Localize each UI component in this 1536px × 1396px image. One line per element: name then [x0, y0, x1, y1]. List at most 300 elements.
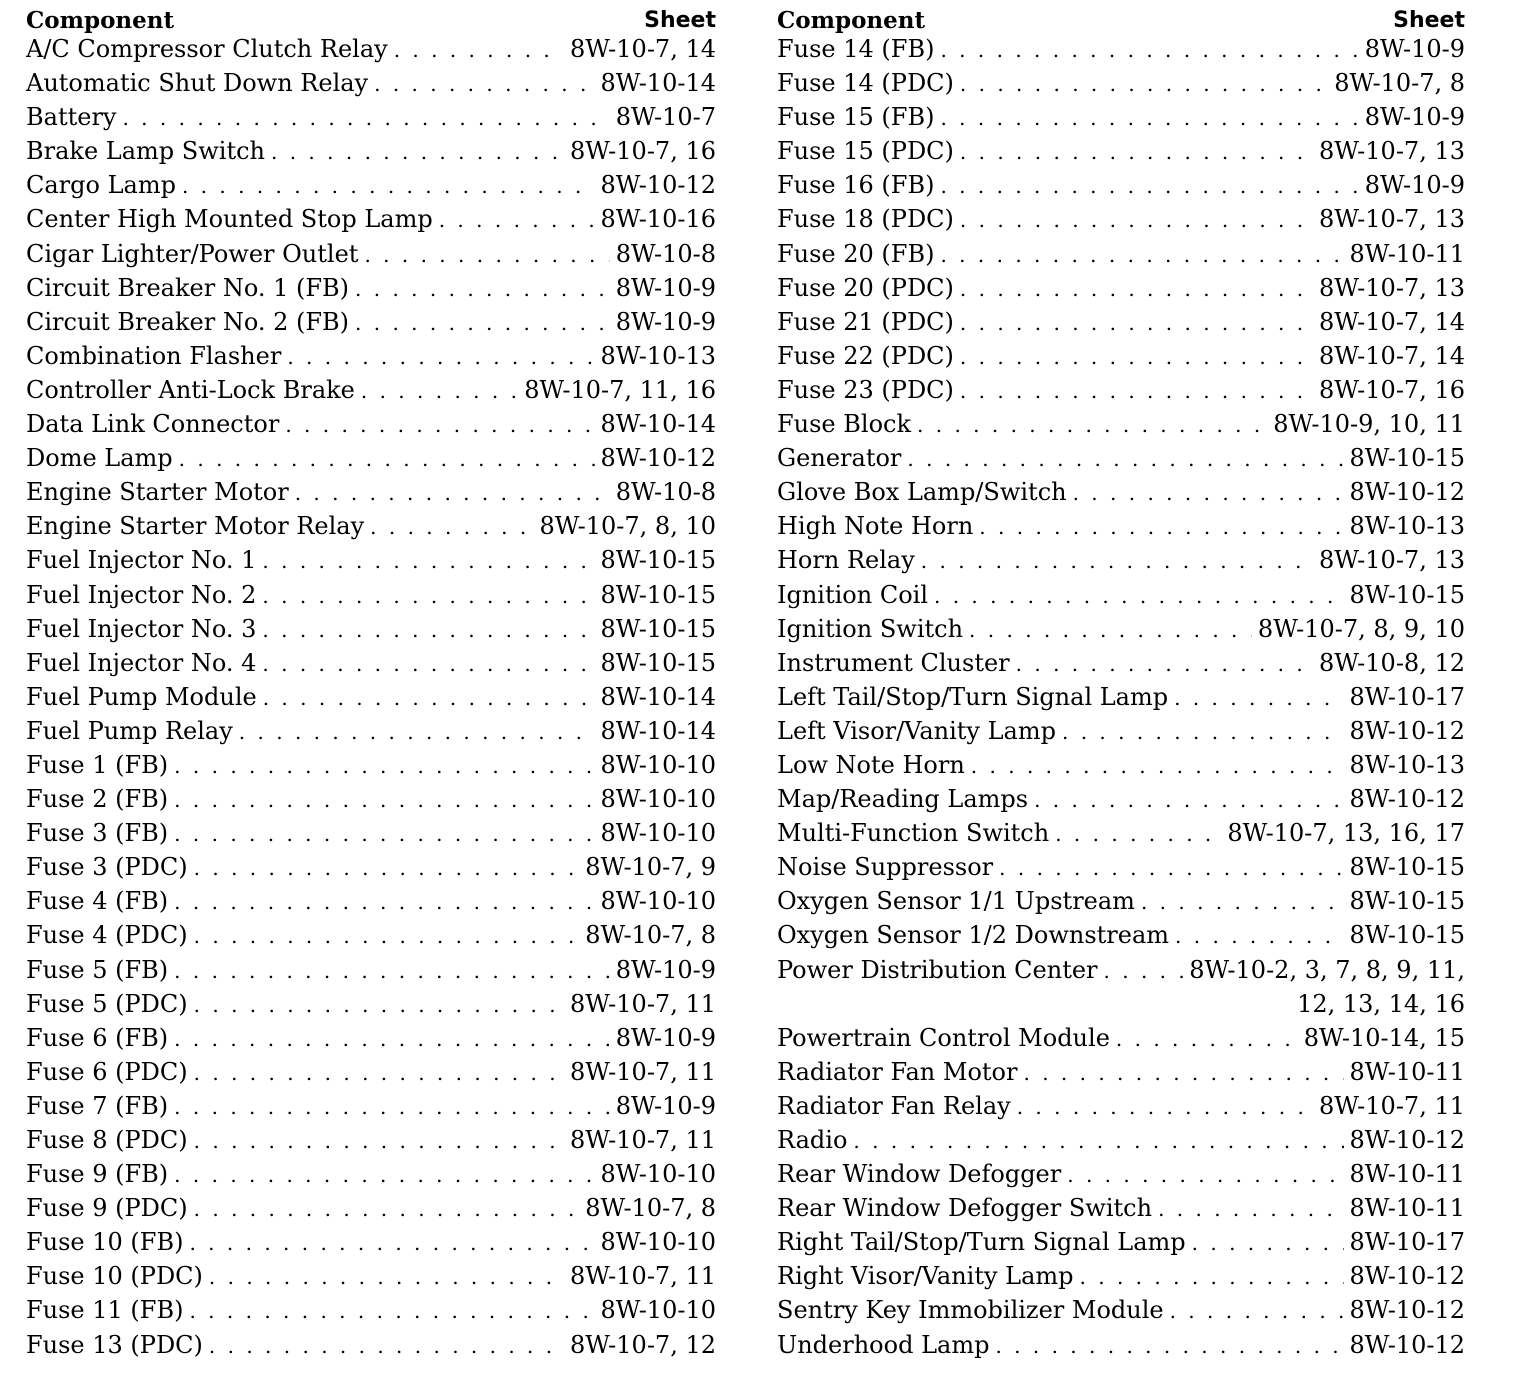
sheet-reference: 8W-10-13 — [1349, 512, 1465, 541]
component-name: Fuse 18 (PDC) — [777, 205, 954, 234]
sheet-reference: 8W-10-8, 12 — [1318, 648, 1465, 677]
component-name: Fuel Injector No. 4 — [26, 648, 257, 677]
table-row — [26, 509, 716, 543]
table-row — [26, 646, 716, 680]
table-row — [777, 305, 1465, 339]
column-header — [26, 0, 716, 34]
component-list — [26, 32, 716, 1362]
sheet-reference: 8W-10-15 — [600, 614, 716, 643]
table-row — [777, 407, 1465, 441]
sheet-reference: 8W-10-7, 8 — [585, 921, 716, 950]
leader-dots — [1055, 817, 1221, 850]
right-column — [777, 0, 1465, 1362]
sheet-reference: 8W-10-12 — [600, 444, 716, 473]
sheet-reference: 8W-10-7, 16 — [569, 137, 716, 166]
component-name: Left Tail/Stop/Turn Signal Lamp — [777, 682, 1169, 711]
sheet-reference: 8W-10-10 — [600, 1228, 716, 1257]
table-row — [777, 884, 1465, 918]
table-row — [26, 134, 716, 168]
sheet-reference: 8W-10-9 — [615, 1023, 716, 1052]
leader-dots — [1023, 1056, 1343, 1089]
table-row — [777, 543, 1465, 577]
component-name: Fuse 16 (FB) — [777, 171, 935, 200]
component-name: Radiator Fan Relay — [777, 1091, 1011, 1120]
component-name: Fuse 8 (PDC) — [26, 1126, 188, 1154]
component-name: Brake Lamp Switch — [26, 137, 265, 166]
component-name: Oxygen Sensor 1/2 Downstream — [777, 921, 1170, 950]
sheet-reference: 8W-10-7, 13, 16, 17 — [1227, 819, 1465, 848]
leader-dots — [189, 1294, 594, 1327]
component-name: Fuse 21 (PDC) — [777, 307, 954, 336]
sheet-reference: 8W-10-9 — [615, 1091, 716, 1120]
component-name: Data Link Connector — [26, 410, 280, 439]
sheet-reference: 8W-10-12 — [1349, 478, 1465, 507]
table-row — [26, 782, 716, 816]
component-name: Fuse 15 (FB) — [777, 103, 935, 132]
component-name: A/C Compressor Clutch Relay — [26, 35, 388, 63]
component-list — [777, 32, 1465, 1362]
sheet-reference: 8W-10-7, 8, 9, 10 — [1257, 614, 1465, 643]
leader-dots — [1170, 1294, 1344, 1327]
component-name: Fuse 14 (FB) — [777, 35, 935, 63]
leader-dots — [194, 1056, 564, 1089]
leader-dots — [239, 715, 595, 748]
table-row — [777, 373, 1465, 407]
sheet-reference: 8W-10-7, 16 — [1318, 375, 1465, 404]
component-name: Radiator Fan Motor — [777, 1057, 1018, 1086]
leader-dots — [1080, 1260, 1344, 1293]
component-name: Fuel Pump Relay — [26, 716, 233, 745]
sheet-reference: 8W-10-14 — [600, 410, 716, 439]
table-row — [26, 237, 716, 271]
table-row — [777, 32, 1465, 66]
leader-dots — [370, 510, 533, 543]
sheet-reference: 8W-10-10 — [600, 1296, 716, 1325]
sheet-reference: 8W-10-17 — [1349, 1228, 1465, 1257]
leader-dots — [995, 1329, 1343, 1362]
sheet-reference: 8W-10-7, 11 — [569, 989, 716, 1018]
sheet-reference: 8W-10-9 — [1364, 35, 1465, 63]
table-row — [777, 100, 1465, 134]
sheet-reference: 8W-10-10 — [600, 887, 716, 916]
leader-dots — [907, 442, 1343, 475]
left-column — [26, 0, 716, 1362]
sheet-reference: 8W-10-12 — [1349, 1296, 1465, 1325]
sheet-reference: 8W-10-7 — [615, 103, 716, 132]
leader-dots — [1073, 476, 1344, 509]
leader-dots — [921, 544, 1313, 577]
sheet-reference: 8W-10-15 — [1349, 921, 1465, 950]
component-name: Powertrain Control Module — [777, 1023, 1110, 1052]
table-row — [26, 373, 716, 407]
leader-dots — [969, 613, 1252, 646]
leader-dots — [1158, 1192, 1343, 1225]
table-row — [777, 1225, 1465, 1259]
table-row — [26, 66, 716, 100]
table-row — [26, 407, 716, 441]
component-name: Battery — [26, 103, 117, 132]
table-row — [26, 1089, 716, 1123]
leader-dots — [174, 817, 594, 850]
sheet-reference: 8W-10-9 — [615, 955, 716, 984]
sheet-reference: 8W-10-7, 14 — [1318, 307, 1465, 336]
component-name: Fuse 1 (FB) — [26, 750, 169, 779]
leader-dots — [182, 169, 595, 202]
leader-dots — [174, 885, 594, 918]
sheet-reference: 8W-10-9 — [615, 307, 716, 336]
component-name: Fuse 5 (PDC) — [26, 989, 188, 1018]
component-name: Fuse 5 (FB) — [26, 955, 169, 984]
leader-dots — [262, 647, 594, 680]
leader-dots — [271, 135, 564, 168]
table-row — [777, 441, 1465, 475]
sheet-reference: 8W-10-7, 13 — [1318, 273, 1465, 302]
sheet-reference: 8W-10-11 — [1349, 1057, 1465, 1086]
table-row — [777, 680, 1465, 714]
sheet-reference: 8W-10-12 — [600, 171, 716, 200]
leader-dots — [174, 1158, 594, 1191]
sheet-reference: 8W-10-10 — [600, 1160, 716, 1189]
sheet-reference: 8W-10-17 — [1349, 682, 1465, 711]
sheet-reference: 8W-10-7, 14 — [1318, 341, 1465, 370]
table-row — [777, 134, 1465, 168]
table-row — [26, 202, 716, 236]
sheet-reference: 8W-10-14 — [600, 682, 716, 711]
sheet-reference: 8W-10-15 — [600, 580, 716, 609]
leader-dots — [960, 340, 1313, 373]
component-name: Fuse 10 (PDC) — [26, 1262, 203, 1291]
table-row — [777, 1123, 1465, 1157]
table-row — [26, 1259, 716, 1293]
table-row — [26, 305, 716, 339]
component-name: Combination Flasher — [26, 341, 282, 370]
sheet-header: Sheet — [1393, 8, 1465, 33]
component-name: Underhood Lamp — [777, 1330, 990, 1359]
sheet-reference: 8W-10-11 — [1349, 1194, 1465, 1223]
leader-dots — [194, 851, 580, 884]
table-row — [26, 1191, 716, 1225]
table-row — [26, 1328, 716, 1362]
component-name: Fuse 20 (PDC) — [777, 273, 954, 302]
leader-dots — [917, 408, 1267, 441]
table-row — [777, 1157, 1465, 1191]
table-row — [777, 1259, 1465, 1293]
leader-dots — [960, 306, 1313, 339]
component-name: Fuse 3 (PDC) — [26, 853, 188, 882]
component-name: Fuse 15 (PDC) — [777, 137, 954, 166]
sheet-reference: 8W-10-10 — [600, 750, 716, 779]
leader-dots — [394, 33, 564, 66]
sheet-reference: 8W-10-7, 11 — [569, 1262, 716, 1291]
component-name: Fuse 22 (PDC) — [777, 341, 954, 370]
leader-dots — [1034, 783, 1343, 816]
sheet-reference: 8W-10-7, 8 — [1334, 69, 1465, 98]
table-row — [26, 680, 716, 714]
component-name: Fuse 9 (PDC) — [26, 1194, 188, 1223]
leader-dots — [174, 783, 594, 816]
table-row — [777, 850, 1465, 884]
component-name: Left Visor/Vanity Lamp — [777, 716, 1056, 745]
leader-dots — [1067, 1158, 1343, 1191]
sheet-reference: 8W-10-15 — [1349, 580, 1465, 609]
leader-dots — [355, 306, 610, 339]
sheet-reference: 8W-10-7, 9 — [585, 853, 716, 882]
component-name: Circuit Breaker No. 1 (FB) — [26, 273, 350, 302]
sheet-reference: 8W-10-8 — [615, 478, 716, 507]
sheet-reference: 8W-10-15 — [1349, 887, 1465, 916]
component-name: Ignition Coil — [777, 580, 928, 609]
component-name: Controller Anti-Lock Brake — [26, 375, 355, 404]
sheet-reference: 8W-10-15 — [600, 546, 716, 575]
component-name: Power Distribution Center — [777, 955, 1098, 984]
leader-dots — [374, 67, 594, 100]
leader-dots — [960, 135, 1313, 168]
leader-dots — [960, 272, 1313, 305]
component-name: Fuse 10 (FB) — [26, 1228, 184, 1257]
sheet-reference: 8W-10-9 — [1364, 171, 1465, 200]
sheet-reference: 8W-10-12 — [1349, 785, 1465, 814]
sheet-reference: 8W-10-14 — [600, 716, 716, 745]
component-name: Fuse 23 (PDC) — [777, 375, 954, 404]
component-header: Component — [777, 7, 926, 34]
component-name: Map/Reading Lamps — [777, 785, 1029, 814]
sheet-reference: 8W-10-7, 12 — [569, 1330, 716, 1359]
component-name: Ignition Switch — [777, 614, 964, 643]
table-row — [777, 1089, 1465, 1123]
table-row — [26, 339, 716, 373]
sheet-reference: 8W-10-15 — [600, 648, 716, 677]
table-row — [26, 168, 716, 202]
leader-dots — [122, 101, 609, 134]
table-row — [26, 578, 716, 612]
sheet-reference: 8W-10-9, 10, 11 — [1273, 410, 1465, 439]
table-row — [777, 748, 1465, 782]
sheet-reference: 8W-10-9 — [1364, 103, 1465, 132]
component-name: Cigar Lighter/Power Outlet — [26, 239, 359, 268]
table-row — [777, 816, 1465, 850]
table-row — [777, 987, 1465, 1021]
component-name: Horn Relay — [777, 546, 915, 575]
sheet-reference: 8W-10-12 — [1349, 1126, 1465, 1154]
component-name: Fuse 7 (FB) — [26, 1091, 169, 1120]
sheet-reference: 8W-10-13 — [1349, 750, 1465, 779]
sheet-reference: 8W-10-7, 8 — [585, 1194, 716, 1223]
component-name: Glove Box Lamp/Switch — [777, 478, 1067, 507]
leader-dots — [1174, 681, 1343, 714]
leader-dots — [174, 954, 610, 987]
leader-dots — [934, 579, 1344, 612]
sheet-reference: 8W-10-8 — [615, 239, 716, 268]
component-header: Component — [26, 7, 175, 34]
leader-dots — [1104, 954, 1184, 987]
table-row — [777, 237, 1465, 271]
table-row — [777, 612, 1465, 646]
leader-dots — [287, 340, 594, 373]
leader-dots — [355, 272, 610, 305]
table-row — [26, 612, 716, 646]
leader-dots — [960, 203, 1313, 236]
sheet-reference: 8W-10-10 — [600, 819, 716, 848]
component-name: Center High Mounted Stop Lamp — [26, 205, 433, 234]
leader-dots — [1192, 1226, 1344, 1259]
sheet-reference: 12, 13, 14, 16 — [1297, 989, 1465, 1018]
table-row — [777, 782, 1465, 816]
leader-dots — [940, 33, 1358, 66]
component-name: Rear Window Defogger Switch — [777, 1194, 1153, 1223]
table-row — [26, 850, 716, 884]
component-name: Fuse 9 (FB) — [26, 1160, 169, 1189]
table-row — [777, 1021, 1465, 1055]
leader-dots — [194, 919, 580, 952]
component-name: Fuse 4 (PDC) — [26, 921, 188, 950]
sheet-reference: 8W-10-12 — [1349, 1330, 1465, 1359]
table-row — [26, 1123, 716, 1157]
table-row — [26, 543, 716, 577]
component-name: Fuse Block — [777, 410, 912, 439]
component-name: Rear Window Defogger — [777, 1160, 1062, 1189]
component-name: Right Visor/Vanity Lamp — [777, 1262, 1074, 1291]
table-row — [777, 475, 1465, 509]
table-row — [26, 1157, 716, 1191]
leader-dots — [364, 238, 609, 271]
table-row — [777, 339, 1465, 373]
table-row — [26, 1293, 716, 1327]
component-name: Fuse 13 (PDC) — [26, 1330, 203, 1359]
leader-dots — [940, 238, 1343, 271]
sheet-reference: 8W-10-16 — [600, 205, 716, 234]
table-row — [777, 271, 1465, 305]
table-row — [777, 202, 1465, 236]
sheet-reference: 8W-10-11 — [1349, 239, 1465, 268]
component-name: Right Tail/Stop/Turn Signal Lamp — [777, 1228, 1186, 1257]
table-row — [777, 578, 1465, 612]
leader-dots — [262, 579, 594, 612]
sheet-reference: 8W-10-7, 11 — [1318, 1091, 1465, 1120]
leader-dots — [179, 442, 595, 475]
component-name: Fuse 14 (PDC) — [777, 69, 954, 98]
component-name: Fuel Pump Module — [26, 682, 257, 711]
leader-dots — [262, 613, 594, 646]
component-name: Fuel Injector No. 1 — [26, 546, 257, 575]
sheet-reference: 8W-10-7, 13 — [1318, 546, 1465, 575]
table-row — [777, 1191, 1465, 1225]
table-row — [26, 1225, 716, 1259]
component-name: Fuse 4 (FB) — [26, 887, 169, 916]
component-name: Oxygen Sensor 1/1 Upstream — [777, 887, 1135, 916]
leader-dots — [960, 374, 1313, 407]
leader-dots — [174, 1090, 610, 1123]
sheet-reference: 8W-10-15 — [1349, 853, 1465, 882]
table-row — [26, 884, 716, 918]
component-name: High Note Horn — [777, 512, 974, 541]
leader-dots — [1017, 1090, 1313, 1123]
sheet-reference: 8W-10-7, 11 — [569, 1057, 716, 1086]
leader-dots — [285, 408, 594, 441]
leader-dots — [263, 681, 595, 714]
sheet-reference: 8W-10-7, 13 — [1318, 205, 1465, 234]
component-name: Fuse 6 (PDC) — [26, 1057, 188, 1086]
table-row — [777, 509, 1465, 543]
table-row — [777, 714, 1465, 748]
component-name: Sentry Key Immobilizer Module — [777, 1296, 1164, 1325]
leader-dots — [262, 544, 594, 577]
table-row — [26, 1021, 716, 1055]
leader-dots — [439, 203, 595, 236]
component-name: Generator — [777, 444, 902, 473]
component-name: Fuse 3 (FB) — [26, 819, 169, 848]
table-row — [26, 816, 716, 850]
component-name: Engine Starter Motor Relay — [26, 512, 365, 541]
leader-dots — [209, 1260, 564, 1293]
leader-dots — [295, 476, 610, 509]
sheet-reference: 8W-10-14 — [600, 69, 716, 98]
table-row — [777, 1055, 1465, 1089]
leader-dots — [189, 1226, 594, 1259]
table-row — [26, 475, 716, 509]
table-row — [26, 953, 716, 987]
column-header — [777, 0, 1465, 34]
sheet-header: Sheet — [644, 8, 716, 33]
component-name: Multi-Function Switch — [777, 819, 1050, 848]
sheet-reference: 8W-10-2, 3, 7, 8, 9, 11, — [1189, 955, 1465, 984]
leader-dots — [1141, 885, 1344, 918]
component-name: Instrument Cluster — [777, 648, 1010, 677]
sheet-reference: 8W-10-7, 8, 10 — [539, 512, 716, 541]
component-name: Fuel Injector No. 2 — [26, 580, 257, 609]
table-row — [26, 100, 716, 134]
table-row — [777, 646, 1465, 680]
leader-dots — [194, 1192, 580, 1225]
leader-dots — [999, 851, 1343, 884]
sheet-reference: 8W-10-7, 13 — [1318, 137, 1465, 166]
sheet-reference: 8W-10-7, 14 — [569, 35, 716, 63]
sheet-reference: 8W-10-7, 11 — [569, 1126, 716, 1154]
sheet-reference: 8W-10-12 — [1349, 1262, 1465, 1291]
component-name: Cargo Lamp — [26, 171, 176, 200]
leader-dots — [174, 1022, 610, 1055]
component-name: Low Note Horn — [777, 750, 965, 779]
table-row — [777, 66, 1465, 100]
leader-dots — [209, 1329, 564, 1362]
leader-dots — [979, 510, 1343, 543]
leader-dots — [971, 749, 1344, 782]
component-name: Fuse 20 (FB) — [777, 239, 935, 268]
leader-dots — [194, 1124, 564, 1157]
component-name: Fuse 2 (FB) — [26, 785, 169, 814]
component-name: Engine Starter Motor — [26, 478, 289, 507]
component-name: Fuse 6 (FB) — [26, 1023, 169, 1052]
sheet-reference: 8W-10-14, 15 — [1303, 1023, 1465, 1052]
leader-dots — [1175, 919, 1343, 952]
sheet-reference: 8W-10-13 — [600, 341, 716, 370]
leader-dots — [1016, 647, 1313, 680]
component-name: Circuit Breaker No. 2 (FB) — [26, 307, 350, 336]
sheet-reference: 8W-10-15 — [1349, 444, 1465, 473]
table-row — [777, 918, 1465, 952]
leader-dots — [1116, 1022, 1298, 1055]
component-name: Radio — [777, 1126, 848, 1154]
table-row — [777, 1328, 1465, 1362]
sheet-reference: 8W-10-12 — [1349, 716, 1465, 745]
leader-dots — [940, 169, 1358, 202]
component-name: Noise Suppressor — [777, 853, 994, 882]
component-name: Automatic Shut Down Relay — [26, 69, 369, 98]
table-row — [26, 918, 716, 952]
sheet-reference: 8W-10-11 — [1349, 1160, 1465, 1189]
component-name: Fuse 11 (FB) — [26, 1296, 184, 1325]
table-row — [26, 748, 716, 782]
sheet-reference: 8W-10-7, 11, 16 — [524, 375, 716, 404]
